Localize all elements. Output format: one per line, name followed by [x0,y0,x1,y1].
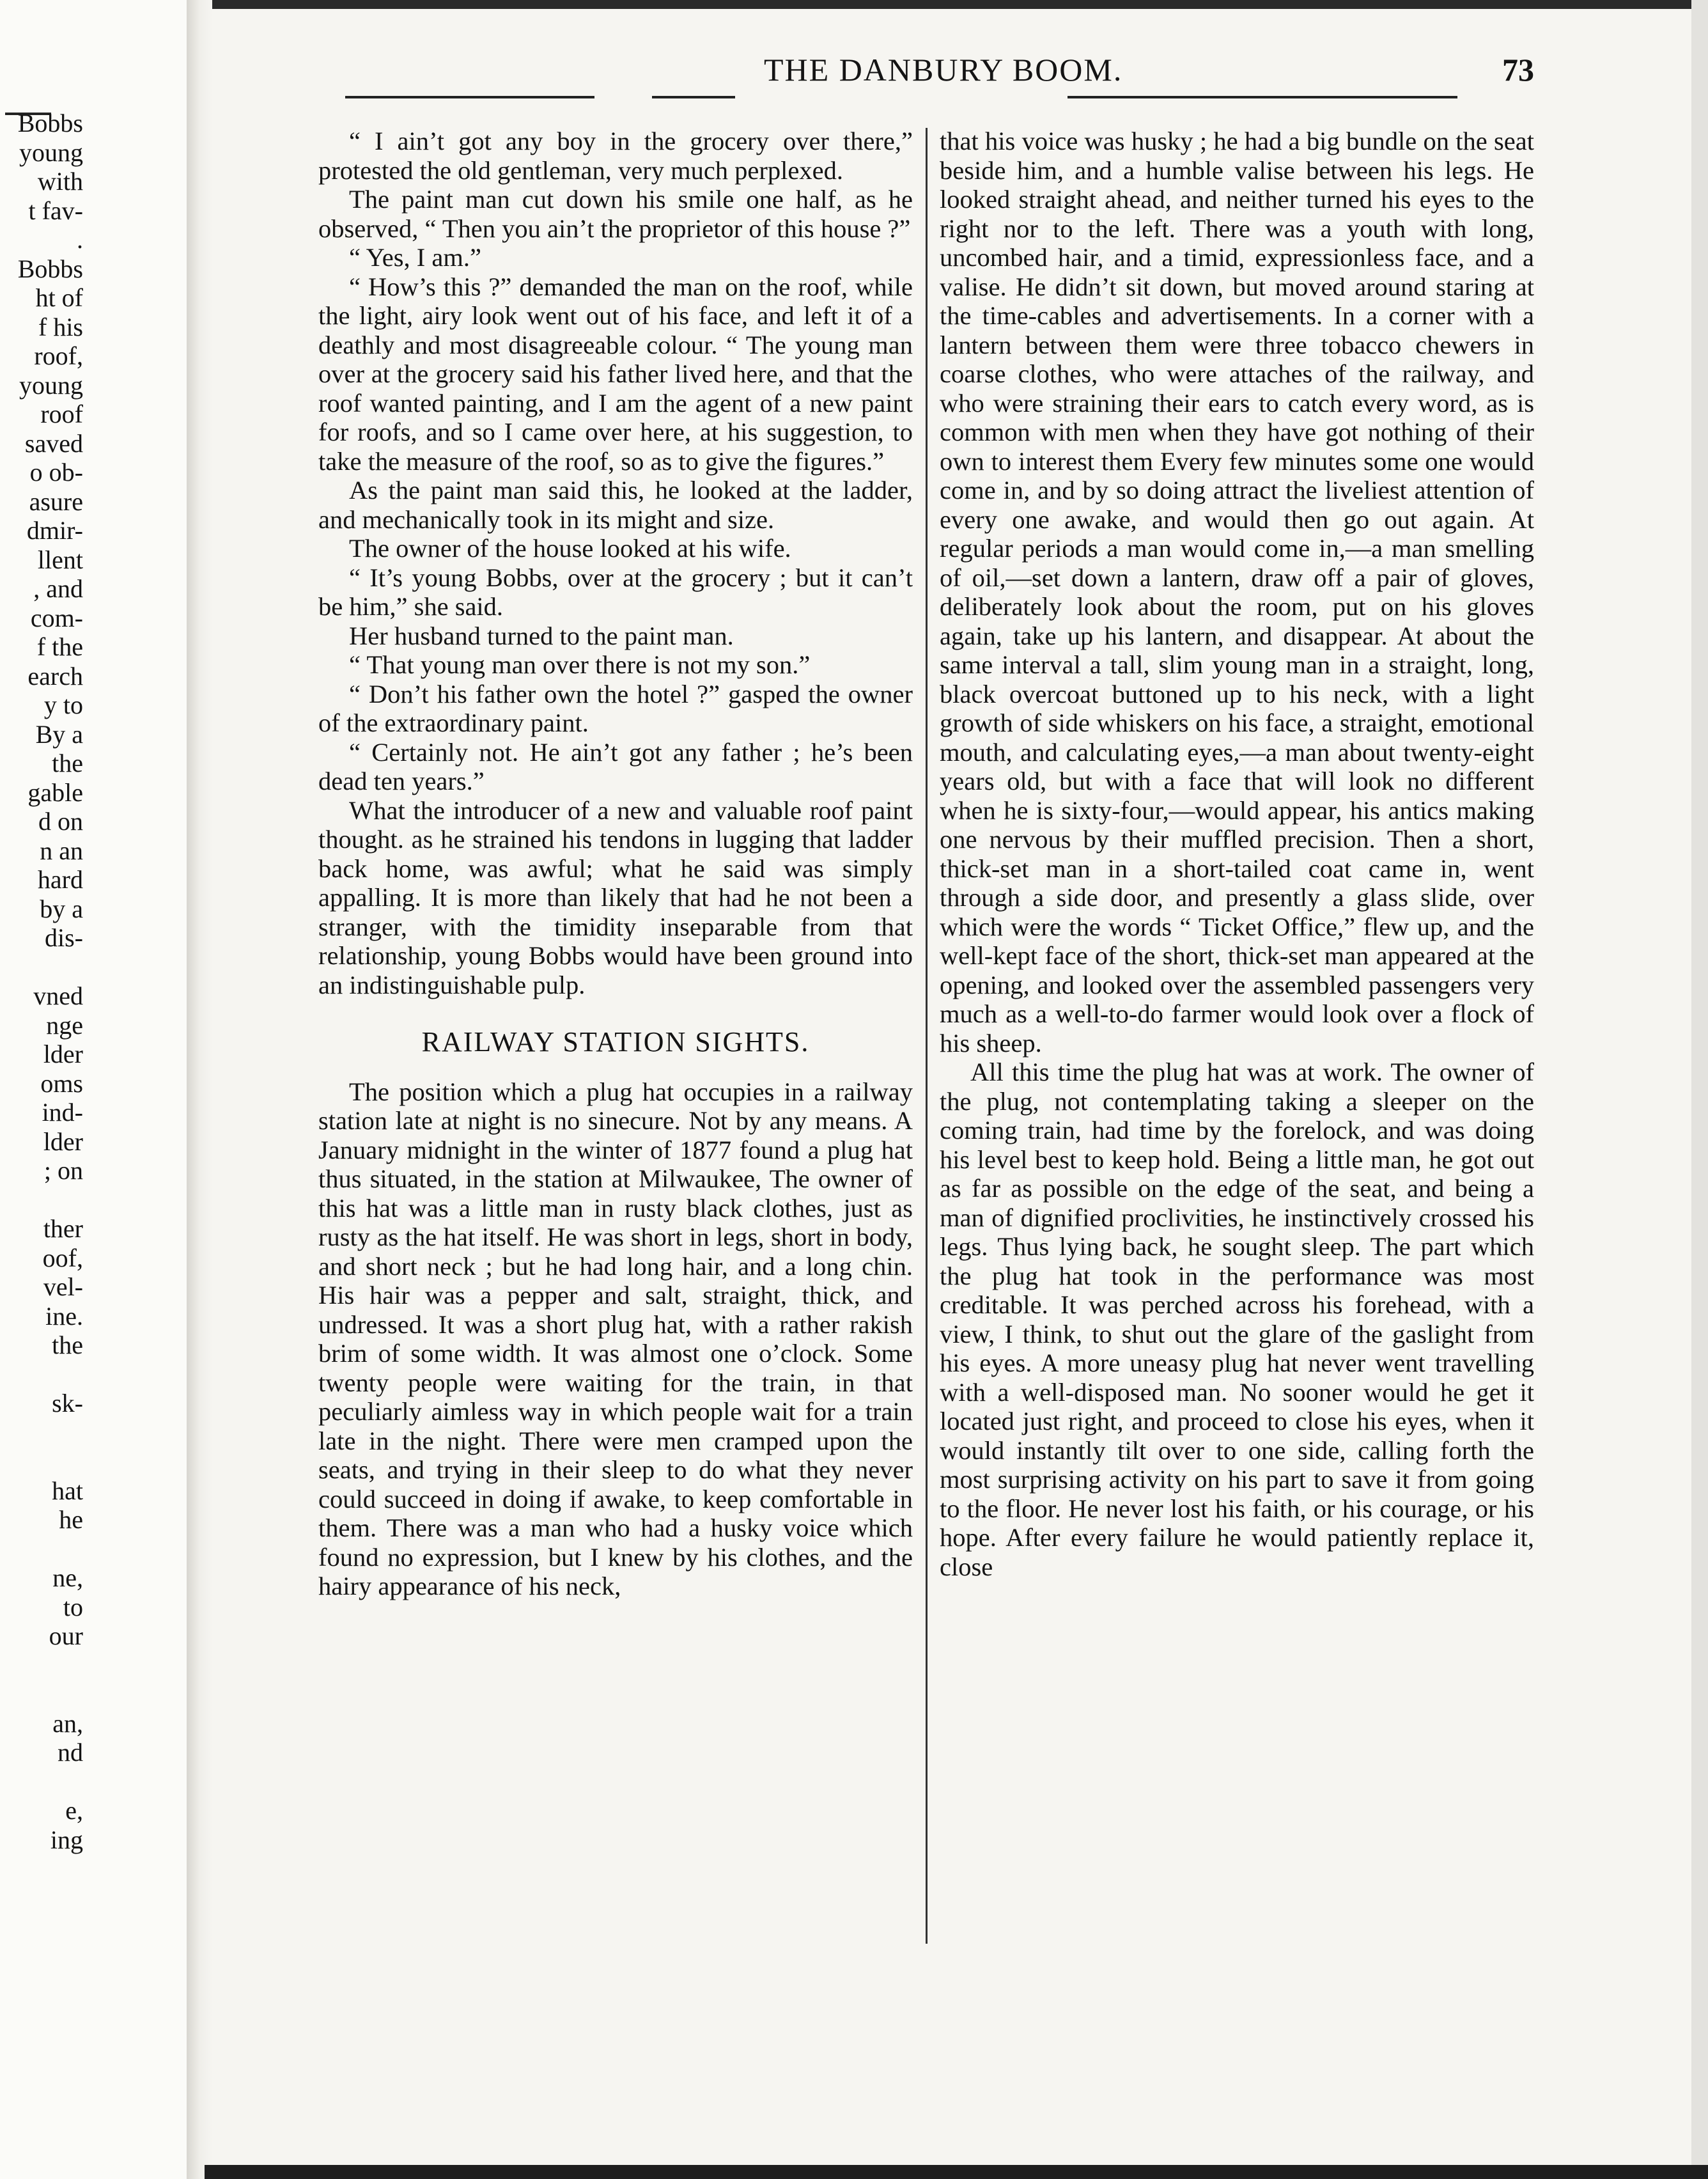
paragraph: The position which a plug hat occupies in a railway station late at night is no sinecure. Not by any means. A January midnight in the winter of 1877 found a plug hat thus situated, in the station at Milwaukee, The owner of this hat was a little man in rusty black clothes, just as rusty as the hat itself. He was short in legs, short in body, and short neck ; but he had long hair, and a long chin. His hair was a pepper and salt, straight, thick, and undressed. It was a short plug hat, with a rather rakish brim of some width. It was almost one o’clock. Some twenty people were waiting for the train, in that peculiarly aimless way in which people wait for a train late in the night. There were men cramped upon the seats, and trying in their sleep to do what they never could succeed in doing if awake, to keep comfortable in them. There was a man who had a husky voice which found no expression, but I knew by his clothes, and the hairy appearance of his neck, [318,1077,913,1600]
previous-page-fragment: our [49,1621,83,1650]
book-gutter [187,0,212,2179]
previous-page-fragment [0,953,83,982]
previous-page-fragment: oof, [42,1243,83,1272]
paragraph: “ How’s this ?” demanded the man on the roof, while the light, airy look went out of his face, and left it of a deathly and most disagreeable colour. “ The young man over at the grocery said his father lived here, and that the roof wanted painting, and I am the agent of a new paint for roofs, and so I came over here, at his suggestion, to take the measure of the roof, so as to give the figures.” [318,272,913,476]
previous-page-fragment: roof, [34,341,83,370]
previous-page-fragment: vel- [43,1272,83,1301]
paragraph: “ Yes, I am.” [349,243,481,272]
previous-page-text-fragments [0,109,83,1854]
previous-page-fragment: Bobbs [17,109,83,137]
previous-page-fragment: o ob- [29,458,83,487]
previous-page-fragment [0,1680,83,1709]
text-column-2 [940,127,1534,1581]
previous-page-fragment: nd [58,1738,83,1767]
page-right-edge [1691,0,1708,2179]
previous-page-fragment: ne, [52,1563,83,1592]
previous-page-fragment: asure [29,487,83,516]
paragraph: “ That young man over there is not my son.” [349,650,811,679]
running-header [345,51,1541,102]
previous-page-fragment: , and [33,574,83,603]
previous-page-fragment: lder [43,1127,83,1156]
previous-page-fragment: com- [30,603,83,632]
previous-page-fragment: vned [33,981,83,1010]
previous-page-fragment: ht of [35,283,83,312]
previous-page-fragment: young [19,137,83,167]
previous-page-fragment: with [37,167,83,196]
header-rule-mid [652,96,735,98]
page-top-edge [0,0,1708,9]
previous-page-fragment: By a [35,719,83,749]
page-bottom-edge [205,2165,1708,2179]
previous-page-fragment: the [52,749,83,777]
previous-page-fragment: ther [43,1214,83,1243]
previous-page-fragment: young [19,370,83,400]
column-1-paragraphs [318,127,913,999]
previous-page-fragment: ing [50,1825,83,1854]
previous-page-fragment: hard [37,865,83,894]
previous-page-fragment: ine. [45,1301,83,1331]
previous-page-fragment: roof [40,400,83,428]
previous-page-fragment: y to [43,691,83,719]
paragraph: The paint man cut down his smile one half, as he observed, “ Then you ain’t the proprietor of this house ?” [318,185,913,243]
previous-page-fragment: d on [38,807,83,836]
previous-page-fragment [0,1360,83,1389]
paragraph: As the paint man said this, he looked at the ladder, and mechanically took in its might and size. [318,476,913,534]
column-divider [926,128,928,1944]
paragraph: “ Certainly not. He ain’t got any father ; he’s been dead ten years.” [318,737,913,795]
previous-page-fragment [0,1535,83,1564]
previous-page-fragment: f his [38,312,83,341]
previous-page-fragment: sk- [52,1389,83,1418]
previous-page-fragment [0,1185,83,1215]
previous-page-fragment: he [59,1505,83,1534]
previous-page-fragment: dmir- [26,516,83,545]
section-heading: RAILWAY STATION SIGHTS. [421,1026,810,1058]
previous-page-fragment: the [52,1331,83,1359]
paragraph: What the introducer of a new and valuable roof paint thought. as he strained his tendons in lugging that ladder back home, was awful; what he said was simply appalling. It is more than likely that had he not been a stranger, with the timidity inseparable from that relationship, young Bobbs would have been ground into an indistinguishable pulp. [318,795,913,999]
paragraph: “ I ain’t got any boy in the grocery over there,” protested the old gentleman, very much perplexed. [318,127,913,185]
previous-page-fragment [0,1418,83,1448]
previous-page-fragment [0,1447,83,1476]
paragraph: All this time the plug hat was at work. The owner of the plug, not contemplating taking a sleeper on the coming train, had time by the forelock, and was doing his level best to keep hold. Being a little man, he got out as far as possible on the edge of the seat, and being a man of dignified proclivities, he instinctively crossed his legs. Thus lying back, he sought sleep. The part which the plug hat took in the performance was most creditable. It was perched across his forehead, with a view, I think, to shut out the glare of the gaslight from his eyes. A more uneasy plug hat never went travelling with a well-disposed man. No sooner would he get it located just right, and proceed to close his eyes, when it would instantly tilt over to one side, calling forth the most surprising activity on his part to save it from going to the floor. He never lost his faith, or his courage, or his hope. After every failure he would patiently replace it, close [940,1058,1534,1581]
page-number: 73 [1502,52,1534,88]
paragraph: The owner of the house looked at his wife. [349,534,791,563]
text-column-1 [318,127,913,1601]
previous-page-fragment: gable [27,777,83,807]
previous-page-fragment: ind- [42,1098,83,1127]
previous-page-fragment: ; on [43,1156,83,1185]
header-rule-left [345,96,594,98]
previous-page-fragment: Bobbs [17,254,83,283]
previous-page-fragment: by a [40,894,83,923]
paragraph: “ It’s young Bobbs, over at the grocery ; but it can’t be him,” she said. [318,563,913,621]
column-2-paragraphs [940,127,1534,1581]
previous-page-fragment: f the [36,632,83,661]
previous-page-fragment: oms [40,1068,83,1098]
previous-page-fragment: an, [52,1708,83,1738]
paragraph: “ Don’t his father own the hotel ?” gasped the owner of the extraordinary paint. [318,679,913,737]
previous-page-fragment: dis- [45,923,83,952]
previous-page-fragment: llent [37,545,83,574]
paragraph: Her husband turned to the paint man. [349,621,734,650]
paragraph: that his voice was husky ; he had a big bundle on the seat beside him, and a humble valise between his legs. He looked straight ahead, and neither turned his eyes to the right nor to the left. There was a youth with long, uncombed hair, and a timid, expressionless face, and a valise. He didn’t sit down, but moved around staring at the time-cables and advertisements. In a corner with a lantern between them were three tobacco chewers in coarse clothes, who were attaches of the railway, and who were straining their ears to catch every word, as is common with men when they have got nothing of their own to interest them Every few minutes some one would come in, and by so doing attract the liveliest attention of every one awake, and would then go out again. At regular periods a man would come in,—a man smelling of oil,—set down a lantern, draw off a pair of gloves, deliberately look about the room, put on his gloves again, take up his lantern, and disappear. At about the same interval a tall, slim young man in a straight, long, black overcoat buttoned up to his neck, with a light growth of side whiskers on his face, a straight, emotional mouth, and calculating eyes,—a man about twenty-eight years old, but with a face that will look no different when he is sixty-four,—would appear, his antics making one nervous by their muffled precision. Then a short, thick-set man in a short-tailed coat came in, went through a side door, and presently a glass slide, over which were the words “ Ticket Office,” flew up, and the well-kept face of the short, thick-set man appeared at the opening, and looked over the assembled passengers very much as a well-to-do farmer would look over a flock of his sheep. [940,127,1534,1058]
previous-page-fragment: nge [46,1010,83,1040]
previous-page-fragment: t fav- [28,196,83,225]
previous-page-fragment: saved [24,428,83,458]
previous-page-fragment: earch [27,661,83,691]
previous-page-fragment [0,1767,83,1797]
header-rule-right [1068,96,1457,98]
previous-page-fragment: lder [43,1040,83,1068]
section-paragraphs [318,1077,913,1601]
previous-page-fragment: n an [40,836,83,865]
previous-page-fragment [0,1651,83,1680]
previous-page-fragment: . [77,225,83,254]
previous-page-fragment: e, [65,1796,83,1825]
previous-page-fragment: hat [52,1476,83,1505]
previous-page-fragment: to [63,1592,83,1621]
publication-title: THE DANBURY BOOM. [764,52,1123,88]
